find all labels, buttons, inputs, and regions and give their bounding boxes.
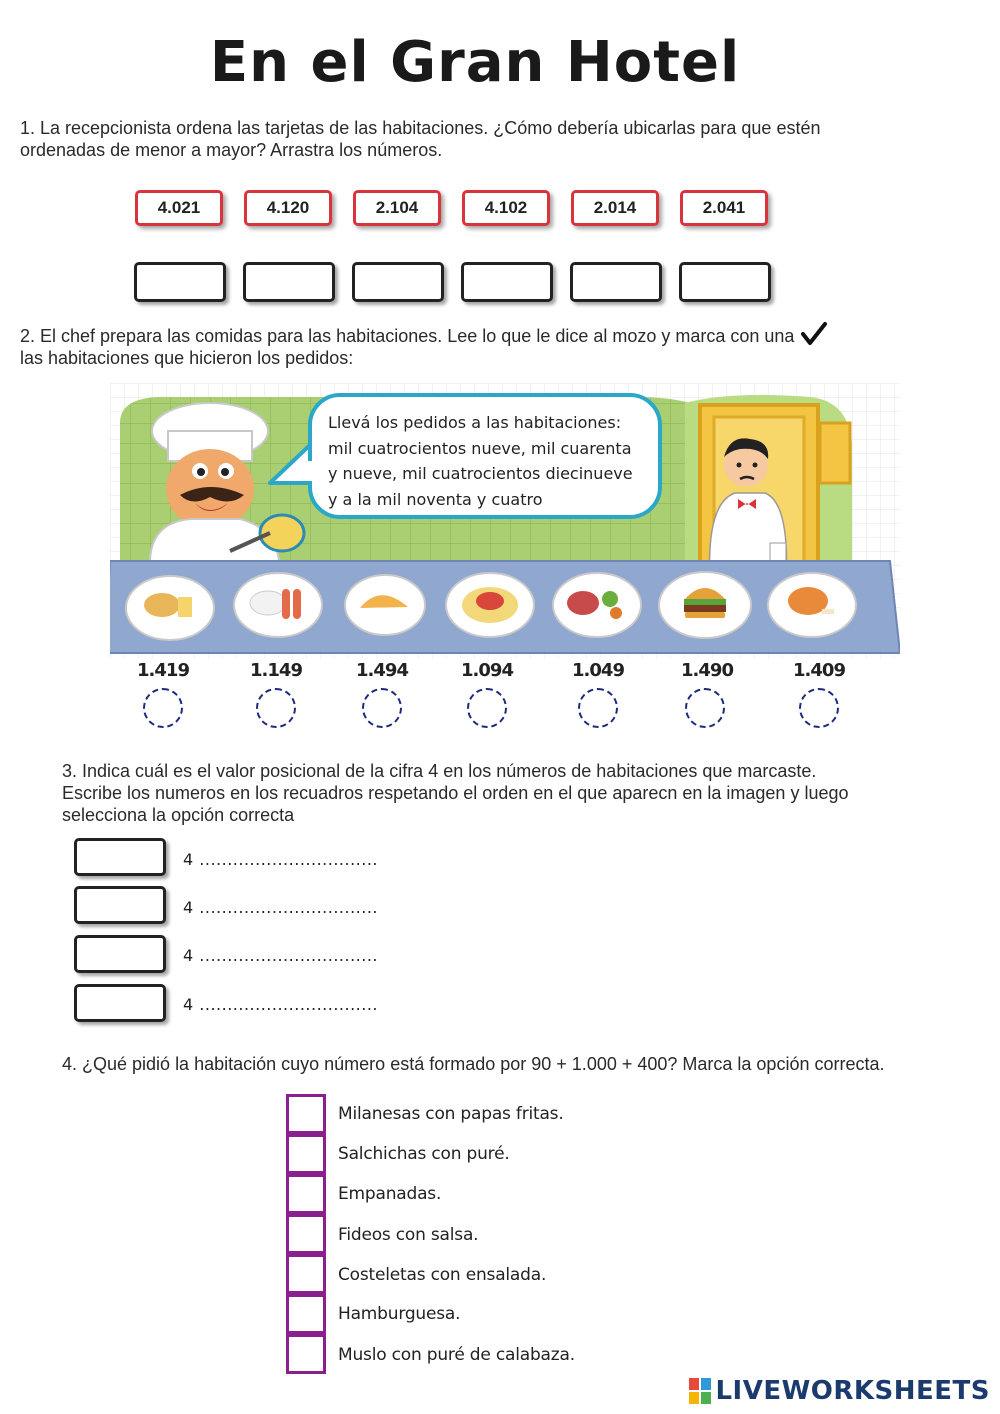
place-value-select[interactable]: 4 ................................: [183, 946, 379, 965]
q3-line3: selecciona la opción correcta: [62, 805, 295, 825]
brand-name: LIVEWORKSHEETS: [715, 1376, 990, 1406]
place-value-select[interactable]: 4 ................................: [183, 850, 379, 869]
bubble-line: y a la mil noventa y cuatro: [328, 489, 543, 509]
option-label: Fideos con salsa.: [338, 1225, 479, 1245]
draggable-card[interactable]: 2.041: [680, 190, 768, 226]
room-number: 1.494: [356, 660, 408, 681]
page-title: En el Gran Hotel: [209, 30, 741, 95]
option-label: Muslo con puré de calabaza.: [338, 1345, 575, 1365]
drop-zone[interactable]: [134, 262, 226, 302]
drop-zone[interactable]: [243, 262, 335, 302]
room-check-circle[interactable]: [362, 688, 402, 728]
room-check-circle[interactable]: [799, 688, 839, 728]
room-number: 1.049: [572, 660, 624, 681]
liveworksheets-logo: [689, 1376, 990, 1406]
place-value-select[interactable]: 4 ................................: [183, 995, 379, 1014]
room-check-circle[interactable]: [143, 688, 183, 728]
room-number: 1.409: [793, 660, 845, 681]
room-number-input[interactable]: [74, 838, 166, 876]
speech-bubble-text: [328, 410, 668, 512]
q2-line1: [20, 322, 827, 347]
room-number: 1.094: [461, 660, 513, 681]
option-checkbox[interactable]: [286, 1214, 326, 1254]
room-number-input[interactable]: [74, 984, 166, 1022]
room-number-input[interactable]: [74, 935, 166, 973]
option-checkbox[interactable]: [286, 1094, 326, 1134]
draggable-card[interactable]: 4.120: [244, 190, 332, 226]
q3-line2: Escribe los numeros en los recuadros respetando el orden en el que aparecn en la imagen y luego: [62, 783, 849, 803]
room-number: 1.490: [681, 660, 733, 681]
option-checkbox[interactable]: [286, 1294, 326, 1334]
q1-line2: ordenadas de menor a mayor? Arrastra los números.: [20, 140, 443, 160]
room-number: 1.149: [250, 660, 302, 681]
option-checkbox[interactable]: [286, 1174, 326, 1214]
drop-zone[interactable]: [679, 262, 771, 302]
q2-line1-text: 2. El chef prepara las comidas para las habitaciones. Lee lo que le dice al mozo y marca con una: [20, 326, 795, 346]
check-mark-icon: [801, 322, 827, 346]
place-value-select[interactable]: 4 ................................: [183, 898, 379, 917]
liveworksheets-logo-icon: [689, 1378, 711, 1404]
draggable-card[interactable]: 4.021: [135, 190, 223, 226]
room-check-circle[interactable]: [467, 688, 507, 728]
option-label: Costeletas con ensalada.: [338, 1265, 547, 1285]
option-label: Hamburguesa.: [338, 1304, 461, 1324]
q2-line2: las habitaciones que hicieron los pedidos:: [20, 348, 354, 368]
drop-zone[interactable]: [352, 262, 444, 302]
bubble-line: Llevá los pedidos a las habitaciones:: [328, 413, 622, 432]
bubble-line: mil cuatrocientos nueve, mil cuarenta: [328, 438, 632, 458]
draggable-card[interactable]: 2.104: [353, 190, 441, 226]
option-checkbox[interactable]: [286, 1254, 326, 1294]
room-number-input[interactable]: [74, 886, 166, 924]
q2-text: [20, 322, 827, 369]
option-label: Salchichas con puré.: [338, 1144, 510, 1164]
draggable-card[interactable]: 2.014: [571, 190, 659, 226]
option-label: Empanadas.: [338, 1184, 442, 1204]
option-checkbox[interactable]: [286, 1334, 326, 1374]
bubble-line: y nueve, mil cuatrocientos diecinueve: [328, 464, 633, 483]
room-check-circle[interactable]: [256, 688, 296, 728]
drop-zone[interactable]: [570, 262, 662, 302]
option-checkbox[interactable]: [286, 1134, 326, 1174]
room-check-circle[interactable]: [685, 688, 725, 728]
room-check-circle[interactable]: [578, 688, 618, 728]
drop-zone[interactable]: [461, 262, 553, 302]
room-number: 1.419: [137, 660, 189, 681]
q1-line1: 1. La recepcionista ordena las tarjetas de las habitaciones. ¿Cómo debería ubicarlas para que estén: [20, 118, 821, 138]
q1-text: [20, 117, 820, 161]
q4-text: 4. ¿Qué pidió la habitación cuyo número está formado por 90 + 1.000 + 400? Marca la opción correcta.: [62, 1054, 885, 1074]
q3-line1: 3. Indica cuál es el valor posicional de la cifra 4 en los números de habitaciones que marcaste.: [62, 761, 817, 781]
draggable-card[interactable]: 4.102: [462, 190, 550, 226]
option-label: Milanesas con papas fritas.: [338, 1104, 564, 1124]
q3-text: [62, 760, 849, 826]
